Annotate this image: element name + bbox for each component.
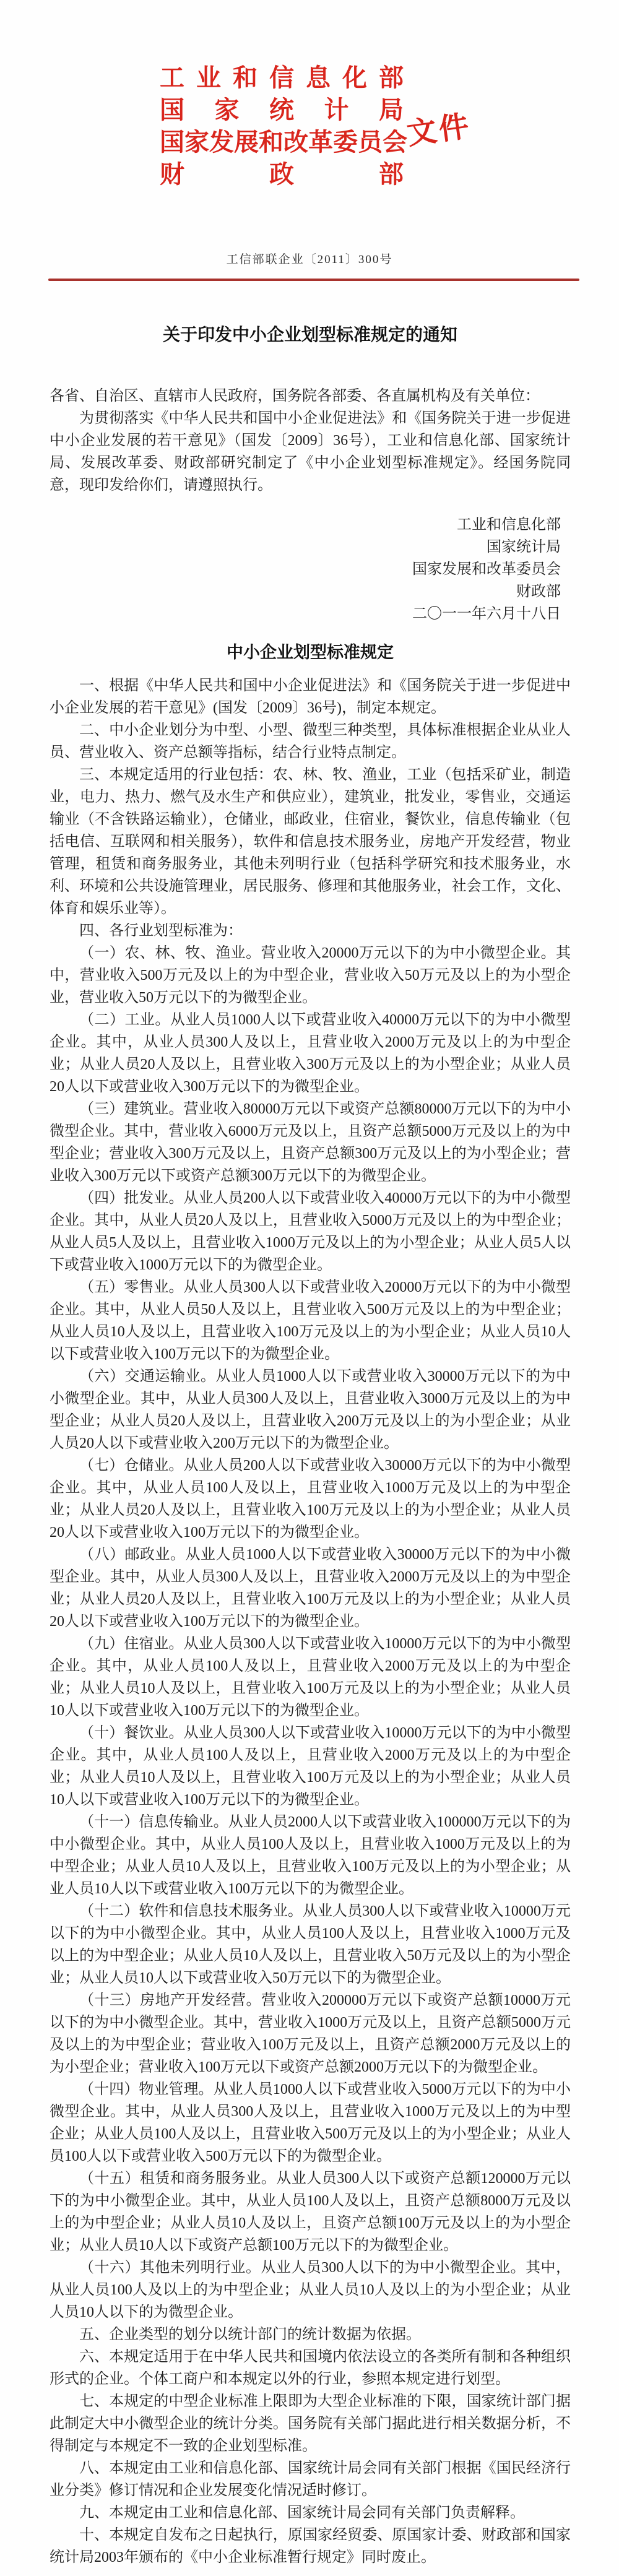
regulation-paragraph-1: 一、根据《中华人民共和国中小企业促进法》和《国务院关于进一步促进中小企业发展的若干意见》(国发〔2009〕36号)，制定本规定。	[50, 678, 571, 716]
red-divider-line	[48, 279, 579, 281]
issuer-mof: 财政部	[160, 160, 404, 188]
regulation-heading: 中小企业划型标准规定	[227, 643, 394, 662]
signature-date: 二〇一一年六月十八日	[412, 606, 561, 622]
issuer-miit: 工业和信息化部	[160, 64, 404, 92]
regulation-item-6-transport: （六）交通运输业。从业人员1000人以下或营业收入30000万元以下的为中小微型企业。其中，从业人员300人及以上，且营业收入3000万元及以上的为中型企业；从业人员20人及以上，且营业收入200万元及以上的为小型企业；从业人员20人以下或营业收入200万元以下的为微型企业。	[50, 1368, 571, 1451]
regulation-paragraph-7: 七、本规定的中型企业标准上限即为大型企业标准的下限，国家统计部门据此制定大中小微型企业的统计分类。国务院有关部门据此进行相关数据分析，不得制定与本规定不一致的企业划型标准。	[50, 2393, 571, 2454]
regulation-paragraph-2: 二、中小企业划分为中型、小型、微型三种类型，具体标准根据企业从业人员、营业收入、资产总额等指标，结合行业特点制定。	[50, 722, 571, 761]
regulation-paragraph-4: 四、各行业划型标准为：	[79, 923, 243, 939]
regulation-item-14-property: （十四）物业管理。从业人员1000人以下或营业收入5000万元以下的为中小微型企业。其中，从业人员300人及以上，且营业收入1000万元及以上的为中型企业；从业人员100人及以上，且营业收入500万元及以上的为小型企业；从业人员100人以下或营业收入500万元以下的为微型企业。	[50, 2081, 571, 2164]
salutation: 各省、自治区、直辖市人民政府，国务院各部委、各直属机构及有关单位：	[50, 388, 540, 404]
regulation-item-16-other: （十六）其他未列明行业。从业人员300人以下的为中小微型企业。其中，从业人员100人及以上的为中型企业；从业人员10人及以上的为小型企业；从业人员10人以下的为微型企业。	[50, 2260, 571, 2320]
notice-title: 关于印发中小企业划型标准规定的通知	[162, 326, 457, 345]
regulation-item-12-software: （十二）软件和信息技术服务业。从业人员300人以下或营业收入10000万元以下的为中小微型企业。其中，从业人员100人及以上，且营业收入1000万元及以上的为中型企业；从业人员10人及以上，且营业收入50万元及以上的为小型企业；从业人员10人以下或营业收入50万元以下的为微型企业。	[50, 1903, 571, 1986]
regulation-item-7-warehousing: （七）仓储业。从业人员200人以下或营业收入30000万元以下的为中小微型企业。其中，从业人员100人及以上，且营业收入1000万元及以上的为中型企业；从业人员20人及以上，且营业收入100万元及以上的为小型企业；从业人员20人以下或营业收入100万元以下的为微型企业。	[50, 1458, 571, 1541]
regulation-item-13-realestate: （十三）房地产开发经营。营业收入200000万元以下或资产总额10000万元以下的为中小微型企业。其中，营业收入1000万元及以上，且资产总额5000万元及以上的为中型企业；营业收入100万元及以上，且资产总额2000万元及以上的为小型企业；营业收入100万元以下或资产总额2000万元以下的为微型企业。	[50, 1992, 571, 2075]
letterhead	[160, 62, 407, 191]
regulation-item-3-construction: （三）建筑业。营业收入80000万元以下或资产总额80000万元以下的为中小微型企业。其中，营业收入6000万元及以上，且资产总额5000万元及以上的为中型企业；营业收入300万元及以上，且资产总额300万元及以上的为小型企业；营业收入300万元以下或资产总额300万元以下的为微型企业。	[50, 1101, 571, 1184]
doc-type-label: 文件	[405, 110, 474, 152]
regulation-item-10-catering: （十）餐饮业。从业人员300人以下或营业收入10000万元以下的为中小微型企业。其中，从业人员100人及以上，且营业收入2000万元及以上的为中型企业；从业人员10人及以上，且营业收入100万元及以上的为小型企业；从业人员10人以下或营业收入100万元以下的为微型企业。	[50, 1725, 571, 1808]
issuer-nbs: 国家统计局	[160, 96, 404, 124]
regulation-paragraph-9: 九、本规定由工业和信息化部、国家统计局会同有关部门负责解释。	[79, 2505, 525, 2521]
regulation-item-5-retail: （五）零售业。从业人员300人以下或营业收入20000万元以下的为中小微型企业。其中，从业人员50人及以上，且营业收入500万元及以上的为中型企业；从业人员10人及以上，且营业收入100万元及以上的为小型企业；从业人员10人以下或营业收入100万元以下的为微型企业。	[50, 1279, 571, 1362]
regulation-item-9-accommodation: （九）住宿业。从业人员300人以下或营业收入10000万元以下的为中小微型企业。其中，从业人员100人及以上，且营业收入2000万元及以上的为中型企业；从业人员10人及以上，且营业收入100万元及以上的为小型企业；从业人员10人以下或营业收入100万元以下的为微型企业。	[50, 1636, 571, 1719]
regulation-paragraph-5: 五、企业类型的划分以统计部门的统计数据为依据。	[79, 2327, 421, 2343]
signer-miit: 工业和信息化部	[457, 517, 561, 533]
regulation-paragraph-8: 八、本规定由工业和信息化部、国家统计局会同有关部门根据《国民经济行业分类》修订情况和企业发展变化情况适时修订。	[50, 2460, 571, 2499]
regulation-item-2-industry: （二）工业。从业人员1000人以下或营业收入40000万元以下的为中小微型企业。其中，从业人员300人及以上，且营业收入2000万元及以上的为中型企业；从业人员20人及以上，且营业收入300万元及以上的为小型企业；从业人员20人以下或营业收入300万元以下的为微型企业。	[50, 1012, 571, 1095]
regulation-paragraph-10: 十、本规定自发布之日起执行，原国家经贸委、原国家计委、财政部和国家统计局2003年颁布的《中小企业标准暂行规定》同时废止。	[50, 2527, 571, 2565]
signature-block	[50, 514, 571, 625]
regulation-paragraph-6: 六、本规定适用于在中华人民共和国境内依法设立的各类所有制和各种组织形式的企业。个体工商户和本规定以外的行业，参照本规定进行划型。	[50, 2349, 571, 2387]
regulation-item-4-wholesale: （四）批发业。从业人员200人以下或营业收入40000万元以下的为中小微型企业。其中，从业人员20人及以上，且营业收入5000万元及以上的为中型企业；从业人员5人及以上，且营业收入1000万元及以上的为小型企业；从业人员5人以下或营业收入1000万元以下的为微型企业。	[50, 1190, 571, 1273]
signer-nbs: 国家统计局	[487, 539, 561, 555]
regulation-item-11-information: （十一）信息传输业。从业人员2000人以下或营业收入100000万元以下的为中小微型企业。其中，从业人员100人及以上，且营业收入1000万元及以上的为中型企业；从业人员10人及以上，且营业收入100万元及以上的为小型企业；从业人员10人以下或营业收入100万元以下的为微型企业。	[50, 1814, 571, 1897]
regulation-body	[50, 675, 571, 2569]
regulation-item-8-postal: （八）邮政业。从业人员1000人以下或营业收入30000万元以下的为中小微型企业。其中，从业人员300人及以上，且营业收入2000万元及以上的为中型企业；从业人员20人及以上，且营业收入100万元及以上的为小型企业；从业人员20人以下或营业收入100万元以下的为微型企业。	[50, 1547, 571, 1630]
document-content	[50, 323, 571, 2569]
doc-number: 工信部联企业〔2011〕300号	[226, 253, 393, 266]
signer-ndrc: 国家发展和改革委员会	[412, 561, 561, 577]
regulation-item-15-leasing: （十五）租赁和商务服务业。从业人员300人以下或资产总额120000万元以下的为中小微型企业。其中，从业人员100人及以上，且资产总额8000万元及以上的为中型企业；从业人员10人及以上，且资产总额100万元及以上的为小型企业；从业人员10人以下或资产总额100万元以下的为微型企业。	[50, 2171, 571, 2254]
issuer-ndrc: 国家发展和改革委员会	[160, 128, 407, 156]
regulation-paragraph-3: 三、本规定适用的行业包括：农、林、牧、渔业，工业（包括采矿业，制造业，电力、热力、燃气及水生产和供应业），建筑业，批发业，零售业，交通运输业（不含铁路运输业），仓储业，邮政业，住宿业，餐饮业，信息传输业（包括电信、互联网和相关服务），软件和信息技术服务业，房地产开发经营，物业管理，租赁和商务服务业，其他未列明行业（包括科学研究和技术服务业，水利、环境和公共设施管理业，居民服务、修理和其他服务业，社会工作，文化、体育和娱乐业等）。	[50, 767, 571, 917]
signer-mof: 财政部	[516, 584, 561, 600]
notice-body-paragraph: 为贯彻落实《中华人民共和国中小企业促进法》和《国务院关于进一步促进中小企业发展的若干意见》（国发〔2009〕36号），工业和信息化部、国家统计局、发展改革委、财政部研究制定了《中小企业划型标准规定》。经国务院同意，现印发给你们，请遵照执行。	[50, 410, 571, 493]
regulation-item-1-agriculture: （一）农、林、牧、渔业。营业收入20000万元以下的为中小微型企业。其中，营业收入500万元及以上的为中型企业，营业收入50万元及以上的为小型企业，营业收入50万元以下的为微型企业。	[50, 945, 571, 1006]
